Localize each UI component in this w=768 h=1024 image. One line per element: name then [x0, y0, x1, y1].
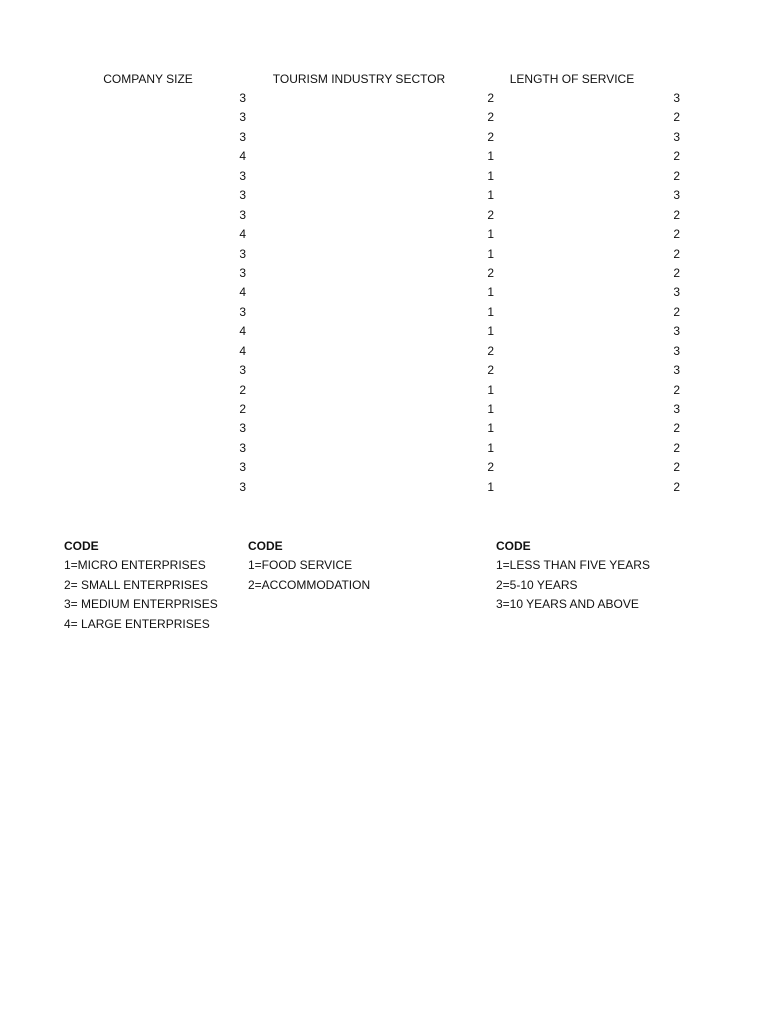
header-length-of-service: LENGTH OF SERVICE: [509, 72, 635, 86]
length-of-service-cell: 2: [673, 479, 680, 494]
sector-cell: 1: [487, 227, 494, 242]
table-row: [0, 303, 768, 322]
length-of-service-cell: 2: [673, 421, 680, 436]
sector-cell: 2: [487, 343, 494, 358]
table-row: [0, 322, 768, 341]
table-row: [0, 167, 768, 186]
length-of-service-cell: 3: [673, 188, 680, 203]
company-size-cell: 2: [239, 382, 246, 397]
length-of-service-cell: 3: [673, 363, 680, 378]
code-item: 4= LARGE ENTERPRISES: [64, 616, 210, 631]
length-of-service-cell: 2: [673, 246, 680, 261]
length-of-service-cell: 3: [673, 91, 680, 105]
sector-cell: 1: [487, 188, 494, 203]
table-row: [0, 147, 768, 166]
sector-cell: 1: [487, 479, 494, 494]
table-row: [0, 89, 768, 108]
company-size-cell: 3: [239, 91, 246, 105]
length-of-service-cell: 3: [673, 129, 680, 144]
company-size-cell: 3: [239, 460, 246, 475]
sector-cell: 2: [487, 265, 494, 280]
table-row: [0, 458, 768, 477]
sector-cell: 2: [487, 207, 494, 222]
code-legend-length-of-service: [496, 537, 650, 615]
sector-cell: 1: [487, 149, 494, 164]
length-of-service-cell: 2: [673, 460, 680, 475]
company-size-cell: 4: [239, 149, 246, 164]
sector-cell: 1: [487, 168, 494, 183]
sector-cell: 1: [487, 285, 494, 300]
table-row: [0, 128, 768, 147]
table-row: [0, 439, 768, 458]
code-title: CODE: [248, 539, 283, 553]
company-size-cell: 3: [239, 129, 246, 144]
length-of-service-cell: 2: [673, 207, 680, 222]
table-row: [0, 108, 768, 127]
company-size-cell: 3: [239, 479, 246, 494]
code-item: 2=ACCOMMODATION: [248, 577, 371, 592]
header-tourism-industry-sector: TOURISM INDUSTRY SECTOR: [272, 72, 446, 86]
company-size-cell: 4: [239, 227, 246, 242]
company-size-cell: 3: [239, 246, 246, 261]
length-of-service-cell: 2: [673, 440, 680, 455]
sector-cell: 1: [487, 421, 494, 436]
sector-cell: 2: [487, 110, 494, 125]
code-item: 3= MEDIUM ENTERPRISES: [64, 597, 218, 612]
table-row: [0, 245, 768, 264]
length-of-service-cell: 3: [673, 402, 680, 416]
code-item: 1=LESS THAN FIVE YEARS: [496, 558, 650, 573]
length-of-service-cell: 2: [673, 110, 680, 125]
code-item: 3=10 YEARS AND ABOVE: [496, 597, 639, 612]
code-title: CODE: [64, 539, 99, 553]
length-of-service-cell: 2: [673, 304, 680, 319]
company-size-cell: 3: [239, 188, 246, 203]
sector-cell: 1: [487, 246, 494, 261]
company-size-cell: 4: [239, 285, 246, 300]
sector-cell: 1: [487, 324, 494, 339]
table-row: [0, 225, 768, 244]
table-row: [0, 400, 768, 419]
sector-cell: 2: [487, 363, 494, 378]
table-row: [0, 419, 768, 438]
company-size-cell: 3: [239, 440, 246, 455]
company-size-cell: 2: [239, 402, 246, 416]
code-item: 2=5-10 YEARS: [496, 577, 578, 592]
company-size-cell: 3: [239, 304, 246, 319]
table-row: [0, 342, 768, 361]
sector-cell: 1: [487, 382, 494, 397]
data-table: [0, 89, 768, 497]
company-size-cell: 3: [239, 110, 246, 125]
company-size-cell: 4: [239, 343, 246, 358]
table-row: [0, 283, 768, 302]
code-item: 1=MICRO ENTERPRISES: [64, 558, 206, 573]
sector-cell: 1: [487, 440, 494, 455]
length-of-service-cell: 2: [673, 227, 680, 242]
company-size-cell: 3: [239, 421, 246, 436]
length-of-service-cell: 2: [673, 168, 680, 183]
code-item: 2= SMALL ENTERPRISES: [64, 577, 208, 592]
code-title: CODE: [496, 539, 531, 553]
length-of-service-cell: 2: [673, 382, 680, 397]
sector-cell: 2: [487, 129, 494, 144]
length-of-service-cell: 2: [673, 265, 680, 280]
length-of-service-cell: 3: [673, 343, 680, 358]
length-of-service-cell: 3: [673, 285, 680, 300]
sector-cell: 2: [487, 460, 494, 475]
sector-cell: 2: [487, 91, 494, 105]
code-legend-company-size: [64, 537, 218, 634]
table-row: [0, 186, 768, 205]
company-size-cell: 3: [239, 207, 246, 222]
sector-cell: 1: [487, 304, 494, 319]
header-company-size: COMPANY SIZE: [103, 72, 193, 86]
company-size-cell: 3: [239, 168, 246, 183]
code-legend-sector: [248, 537, 370, 595]
code-item: 1=FOOD SERVICE: [248, 558, 353, 573]
table-row: [0, 381, 768, 400]
length-of-service-cell: 2: [673, 149, 680, 164]
length-of-service-cell: 3: [673, 324, 680, 339]
table-row: [0, 478, 768, 497]
company-size-cell: 4: [239, 324, 246, 339]
company-size-cell: 3: [239, 265, 246, 280]
company-size-cell: 3: [239, 363, 246, 378]
table-row: [0, 361, 768, 380]
table-row: [0, 206, 768, 225]
sector-cell: 1: [487, 402, 494, 416]
table-row: [0, 264, 768, 283]
